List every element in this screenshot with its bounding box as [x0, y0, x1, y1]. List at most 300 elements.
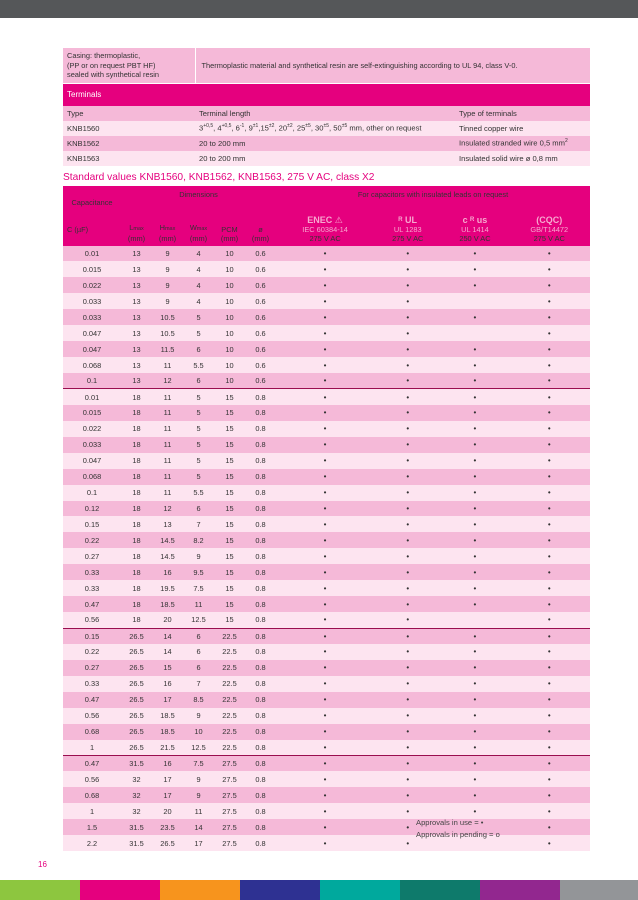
capacitance-value: 1.5 — [63, 819, 121, 835]
diameter-value: 0.8 — [245, 676, 276, 692]
pcm-value: 15 — [214, 469, 245, 485]
capacitance-value: 0.33 — [63, 676, 121, 692]
page-number: 16 — [38, 860, 47, 869]
pcm-value: 10 — [214, 277, 245, 293]
approval-mark: • — [441, 708, 508, 724]
approval-mark: • — [509, 309, 590, 325]
capacitance-value: 0.33 — [63, 580, 121, 596]
approval-mark: • — [276, 644, 374, 660]
approval-mark: • — [374, 708, 441, 724]
capacitance-value: 0.068 — [63, 469, 121, 485]
approval-mark: • — [441, 756, 508, 772]
width-value: 12.5 — [183, 740, 214, 756]
capacitance-value: 0.56 — [63, 708, 121, 724]
terminals-header: Terminal length — [195, 106, 455, 121]
terminals-title: Terminals — [63, 84, 590, 106]
approval-mark: • — [276, 261, 374, 277]
capacitance-value: 0.01 — [63, 246, 121, 262]
approval-mark: • — [509, 835, 590, 851]
terminal-type: KNB1562 — [63, 136, 195, 151]
pcm-value: 15 — [214, 516, 245, 532]
width-value: 6 — [183, 341, 214, 357]
capacitance-value: 0.33 — [63, 564, 121, 580]
approval-mark: • — [441, 246, 508, 262]
approval-mark: • — [374, 453, 441, 469]
length-value: 18 — [121, 405, 152, 421]
capacitance-value: 0.47 — [63, 692, 121, 708]
approval-mark: • — [276, 692, 374, 708]
pcm-value: 27.5 — [214, 771, 245, 787]
diameter-value: 0.6 — [245, 293, 276, 309]
pcm-value: 15 — [214, 564, 245, 580]
height-value: 13 — [152, 516, 183, 532]
capacitance-value: 0.047 — [63, 325, 121, 341]
table-row — [63, 469, 590, 485]
cert-standard: GB/T14472 — [530, 224, 569, 234]
width-value: 5 — [183, 405, 214, 421]
approval-mark: • — [374, 501, 441, 517]
width-value: 6 — [183, 373, 214, 389]
approval-mark: • — [441, 676, 508, 692]
table-row — [63, 644, 590, 660]
approval-mark: • — [441, 357, 508, 373]
approval-mark: • — [374, 676, 441, 692]
dimension-name: Hmax — [159, 222, 176, 232]
table-row — [63, 389, 590, 405]
approval-mark: • — [374, 246, 441, 262]
height-value: 12 — [152, 501, 183, 517]
standard-values-table — [63, 186, 590, 852]
approval-mark: • — [441, 740, 508, 756]
approval-mark: • — [374, 771, 441, 787]
approval-mark: • — [441, 309, 508, 325]
width-value: 6 — [183, 644, 214, 660]
approval-mark: • — [374, 437, 441, 453]
footer-color-segment — [400, 880, 480, 900]
approval-mark: • — [441, 564, 508, 580]
pcm-value: 22.5 — [214, 676, 245, 692]
width-value: 6 — [183, 660, 214, 676]
width-value: 5 — [183, 437, 214, 453]
approval-mark: • — [509, 389, 590, 405]
height-value: 11 — [152, 421, 183, 437]
height-value: 14.5 — [152, 548, 183, 564]
pcm-value: 27.5 — [214, 787, 245, 803]
cert-column-header — [509, 206, 590, 246]
terminal-type: KNB1563 — [63, 151, 195, 166]
length-value: 18 — [121, 485, 152, 501]
cul-us-icon: c ᴿ us — [462, 214, 488, 225]
diameter-value: 0.8 — [245, 708, 276, 724]
footer-color-segment — [320, 880, 400, 900]
diameter-value: 0.6 — [245, 357, 276, 373]
height-value: 9 — [152, 261, 183, 277]
footer-color-segment — [480, 880, 560, 900]
approval-mark: • — [509, 532, 590, 548]
height-value: 11 — [152, 357, 183, 373]
table-row — [63, 261, 590, 277]
height-value: 11 — [152, 469, 183, 485]
length-value: 13 — [121, 246, 152, 262]
length-value: 26.5 — [121, 724, 152, 740]
pcm-value: 15 — [214, 596, 245, 612]
legend-in-use: Approvals in use = • — [416, 818, 484, 827]
width-value: 9 — [183, 548, 214, 564]
pcm-value: 10 — [214, 309, 245, 325]
approval-mark: • — [441, 389, 508, 405]
approval-mark: • — [509, 692, 590, 708]
table-row — [63, 819, 590, 835]
cert-voltage: 275 V AC — [392, 233, 424, 243]
capacitance-value: 0.15 — [63, 628, 121, 644]
approval-mark: • — [509, 341, 590, 357]
dimension-name: Wmax — [189, 222, 208, 232]
approval-mark: • — [509, 469, 590, 485]
length-value: 31.5 — [121, 835, 152, 851]
table-row — [63, 756, 590, 772]
length-value: 18 — [121, 580, 152, 596]
approval-mark: • — [276, 373, 374, 389]
footer-color-segment — [80, 880, 160, 900]
table-row — [63, 485, 590, 501]
diameter-value: 0.8 — [245, 660, 276, 676]
approval-mark: • — [276, 580, 374, 596]
table-row — [63, 437, 590, 453]
approval-mark: • — [374, 389, 441, 405]
pcm-value: 15 — [214, 421, 245, 437]
height-value: 16 — [152, 756, 183, 772]
approval-mark: • — [441, 405, 508, 421]
dimension-column-header — [121, 206, 152, 246]
approval-mark: • — [276, 485, 374, 501]
approval-mark: • — [509, 612, 590, 628]
table-row — [63, 787, 590, 803]
table-row — [63, 708, 590, 724]
capacitance-value: 0.022 — [63, 277, 121, 293]
terminals-header: Type — [63, 106, 195, 121]
approval-mark: • — [276, 532, 374, 548]
approval-mark: • — [441, 469, 508, 485]
dimension-column-header — [245, 206, 276, 246]
approval-mark: • — [374, 787, 441, 803]
approval-mark: • — [276, 548, 374, 564]
approval-mark: • — [276, 564, 374, 580]
approval-mark: • — [276, 421, 374, 437]
capacitance-value: 0.27 — [63, 660, 121, 676]
approval-mark: • — [276, 676, 374, 692]
approval-mark: • — [374, 596, 441, 612]
capacitance-label: Capacitance — [71, 197, 113, 207]
approval-mark: • — [509, 437, 590, 453]
height-value: 23.5 — [152, 819, 183, 835]
approval-mark: • — [509, 771, 590, 787]
approval-mark: • — [441, 724, 508, 740]
height-value: 14.5 — [152, 532, 183, 548]
approval-mark: • — [374, 341, 441, 357]
capacitance-value: 0.47 — [63, 756, 121, 772]
approval-mark: • — [276, 293, 374, 309]
length-value: 26.5 — [121, 708, 152, 724]
pcm-value: 27.5 — [214, 835, 245, 851]
approval-mark: • — [374, 819, 441, 835]
length-value: 26.5 — [121, 740, 152, 756]
approval-mark: • — [441, 692, 508, 708]
approval-mark: • — [441, 580, 508, 596]
approval-mark: • — [509, 325, 590, 341]
approval-mark: • — [374, 692, 441, 708]
approvals-legend — [416, 817, 500, 841]
length-value: 13 — [121, 277, 152, 293]
approval-mark: • — [276, 628, 374, 644]
table-row — [63, 660, 590, 676]
casing-label-line: sealed with synthetical resin — [67, 70, 160, 79]
table-row — [63, 309, 590, 325]
pcm-value: 15 — [214, 501, 245, 517]
approval-mark: • — [509, 596, 590, 612]
diameter-value: 0.6 — [245, 373, 276, 389]
capacitance-value: 0.47 — [63, 596, 121, 612]
approval-mark: • — [374, 405, 441, 421]
length-value: 18 — [121, 548, 152, 564]
length-value: 18 — [121, 596, 152, 612]
diameter-value: 0.8 — [245, 421, 276, 437]
capacitance-value: 0.56 — [63, 612, 121, 628]
cert-voltage: 275 V AC — [309, 233, 341, 243]
height-value: 9 — [152, 246, 183, 262]
cert-standard: IEC 60384-14 — [302, 224, 348, 234]
pcm-value: 10 — [214, 341, 245, 357]
table-row — [63, 373, 590, 389]
width-value: 10 — [183, 724, 214, 740]
diameter-value: 0.8 — [245, 596, 276, 612]
approval-mark: • — [276, 453, 374, 469]
approval-mark: • — [509, 501, 590, 517]
pcm-value: 22.5 — [214, 740, 245, 756]
approval-mark: • — [276, 819, 374, 835]
height-value: 16 — [152, 676, 183, 692]
approval-mark: • — [276, 437, 374, 453]
terminals-row — [63, 136, 590, 151]
approval-mark: • — [276, 309, 374, 325]
diameter-value: 0.8 — [245, 692, 276, 708]
footer-color-segment — [240, 880, 320, 900]
approval-mark: • — [374, 421, 441, 437]
capacitance-value: 0.68 — [63, 787, 121, 803]
approval-mark: • — [374, 835, 441, 851]
approval-mark: • — [276, 357, 374, 373]
approval-mark: • — [374, 532, 441, 548]
diameter-value: 0.8 — [245, 628, 276, 644]
pcm-value: 10 — [214, 246, 245, 262]
approval-mark: • — [509, 724, 590, 740]
table-row — [63, 724, 590, 740]
width-value: 12.5 — [183, 612, 214, 628]
approval-mark: • — [509, 421, 590, 437]
length-value: 32 — [121, 803, 152, 819]
length-value: 18 — [121, 469, 152, 485]
approval-mark: • — [374, 516, 441, 532]
approval-mark: • — [509, 485, 590, 501]
pcm-value: 22.5 — [214, 692, 245, 708]
width-value: 8.5 — [183, 692, 214, 708]
approval-mark: • — [509, 708, 590, 724]
approval-mark — [441, 612, 508, 628]
approval-mark: • — [441, 261, 508, 277]
casing-label — [63, 48, 195, 83]
width-value: 5 — [183, 469, 214, 485]
diameter-value: 0.8 — [245, 803, 276, 819]
approval-mark: • — [374, 261, 441, 277]
pcm-value: 15 — [214, 389, 245, 405]
width-value: 11 — [183, 596, 214, 612]
capacitance-value: 0.033 — [63, 437, 121, 453]
table-row — [63, 421, 590, 437]
casing-value: Thermoplastic material and synthetical resin are self-extinguishing according to UL 94, class V-0. — [195, 48, 590, 83]
table-row — [63, 803, 590, 819]
pcm-value: 15 — [214, 580, 245, 596]
terminal-type: KNB1560 — [63, 121, 195, 136]
footer-color-bar — [0, 880, 638, 900]
length-value: 32 — [121, 771, 152, 787]
length-value: 26.5 — [121, 660, 152, 676]
approval-mark: • — [276, 612, 374, 628]
approval-mark: • — [374, 756, 441, 772]
table-row — [63, 501, 590, 517]
table-row — [63, 612, 590, 628]
approval-mark: • — [276, 771, 374, 787]
approval-mark: • — [441, 277, 508, 293]
capacitance-value: 0.022 — [63, 421, 121, 437]
width-value: 17 — [183, 835, 214, 851]
length-value: 13 — [121, 261, 152, 277]
capacitance-value: 0.12 — [63, 501, 121, 517]
width-value: 5 — [183, 325, 214, 341]
approval-mark: • — [276, 246, 374, 262]
capacitance-value: 2.2 — [63, 835, 121, 851]
pcm-value: 27.5 — [214, 803, 245, 819]
datasheet-content — [63, 48, 590, 851]
width-value: 7 — [183, 516, 214, 532]
cert-standard: UL 1283 — [393, 224, 422, 234]
width-value: 6 — [183, 501, 214, 517]
ul-icon: ᴿ UL — [398, 214, 418, 225]
table-row — [63, 564, 590, 580]
dimensions-header: Dimensions — [179, 189, 218, 199]
pcm-value: 15 — [214, 453, 245, 469]
diameter-value: 0.8 — [245, 771, 276, 787]
dimension-unit: (mm) — [158, 233, 177, 243]
height-value: 15 — [152, 660, 183, 676]
width-value: 9.5 — [183, 564, 214, 580]
terminals-table — [63, 106, 590, 166]
capacitance-value: 0.22 — [63, 644, 121, 660]
table-row — [63, 532, 590, 548]
dimension-column-header — [152, 206, 183, 246]
length-value: 18 — [121, 453, 152, 469]
approval-mark: • — [276, 389, 374, 405]
terminal-kind: Tinned copper wire — [455, 121, 590, 136]
pcm-value: 15 — [214, 612, 245, 628]
dimension-name: Lmax — [129, 222, 144, 232]
width-value: 8.2 — [183, 532, 214, 548]
height-value: 10.5 — [152, 325, 183, 341]
pcm-value: 15 — [214, 485, 245, 501]
terminal-length: 20 to 200 mm — [195, 151, 455, 166]
height-value: 11 — [152, 389, 183, 405]
table-row — [63, 453, 590, 469]
height-value: 14 — [152, 628, 183, 644]
pcm-value: 15 — [214, 532, 245, 548]
height-value: 12 — [152, 373, 183, 389]
approval-mark: • — [276, 516, 374, 532]
approval-mark: • — [441, 341, 508, 357]
diameter-value: 0.8 — [245, 469, 276, 485]
width-value: 4 — [183, 293, 214, 309]
diameter-value: 0.8 — [245, 389, 276, 405]
diameter-value: 0.8 — [245, 740, 276, 756]
terminal-kind: Insulated solid wire ø 0,8 mm — [455, 151, 590, 166]
diameter-value: 0.8 — [245, 644, 276, 660]
approval-mark: • — [509, 357, 590, 373]
width-value: 9 — [183, 708, 214, 724]
casing-table — [63, 48, 590, 83]
length-value: 13 — [121, 357, 152, 373]
table-row — [63, 740, 590, 756]
diameter-value: 0.8 — [245, 485, 276, 501]
height-value: 18.5 — [152, 708, 183, 724]
diameter-value: 0.8 — [245, 548, 276, 564]
capacitance-value: 0.68 — [63, 724, 121, 740]
capacitance-value: 0.033 — [63, 309, 121, 325]
dimension-name: ø — [258, 224, 263, 234]
pcm-value: 10 — [214, 293, 245, 309]
approval-mark: • — [441, 628, 508, 644]
approval-mark: • — [276, 405, 374, 421]
approval-mark: • — [374, 803, 441, 819]
terminal-kind: Insulated stranded wire 0,5 $mm^2$ — [455, 136, 590, 151]
approval-mark: • — [374, 740, 441, 756]
width-value: 4 — [183, 246, 214, 262]
footer-color-segment — [0, 880, 80, 900]
approval-mark: • — [374, 660, 441, 676]
table-row — [63, 628, 590, 644]
approval-mark: • — [441, 421, 508, 437]
approval-mark: • — [441, 803, 508, 819]
approval-mark: • — [276, 469, 374, 485]
approval-mark: • — [509, 246, 590, 262]
pcm-value: 22.5 — [214, 724, 245, 740]
capacitance-value: 0.56 — [63, 771, 121, 787]
approval-mark: • — [441, 660, 508, 676]
capacitance-value: 0.01 — [63, 389, 121, 405]
approval-mark: • — [276, 708, 374, 724]
pcm-value: 10 — [214, 325, 245, 341]
approval-mark: • — [276, 740, 374, 756]
approval-mark: • — [509, 660, 590, 676]
capacitance-value: 0.047 — [63, 453, 121, 469]
width-value: 5 — [183, 453, 214, 469]
diameter-value: 0.8 — [245, 564, 276, 580]
dimension-column-header — [214, 206, 245, 246]
diameter-value: 0.6 — [245, 277, 276, 293]
approval-mark: • — [509, 277, 590, 293]
width-value: 11 — [183, 803, 214, 819]
approval-mark: • — [441, 532, 508, 548]
approval-mark: • — [441, 516, 508, 532]
pcm-value: 22.5 — [214, 644, 245, 660]
diameter-value: 0.8 — [245, 453, 276, 469]
height-value: 11.5 — [152, 341, 183, 357]
